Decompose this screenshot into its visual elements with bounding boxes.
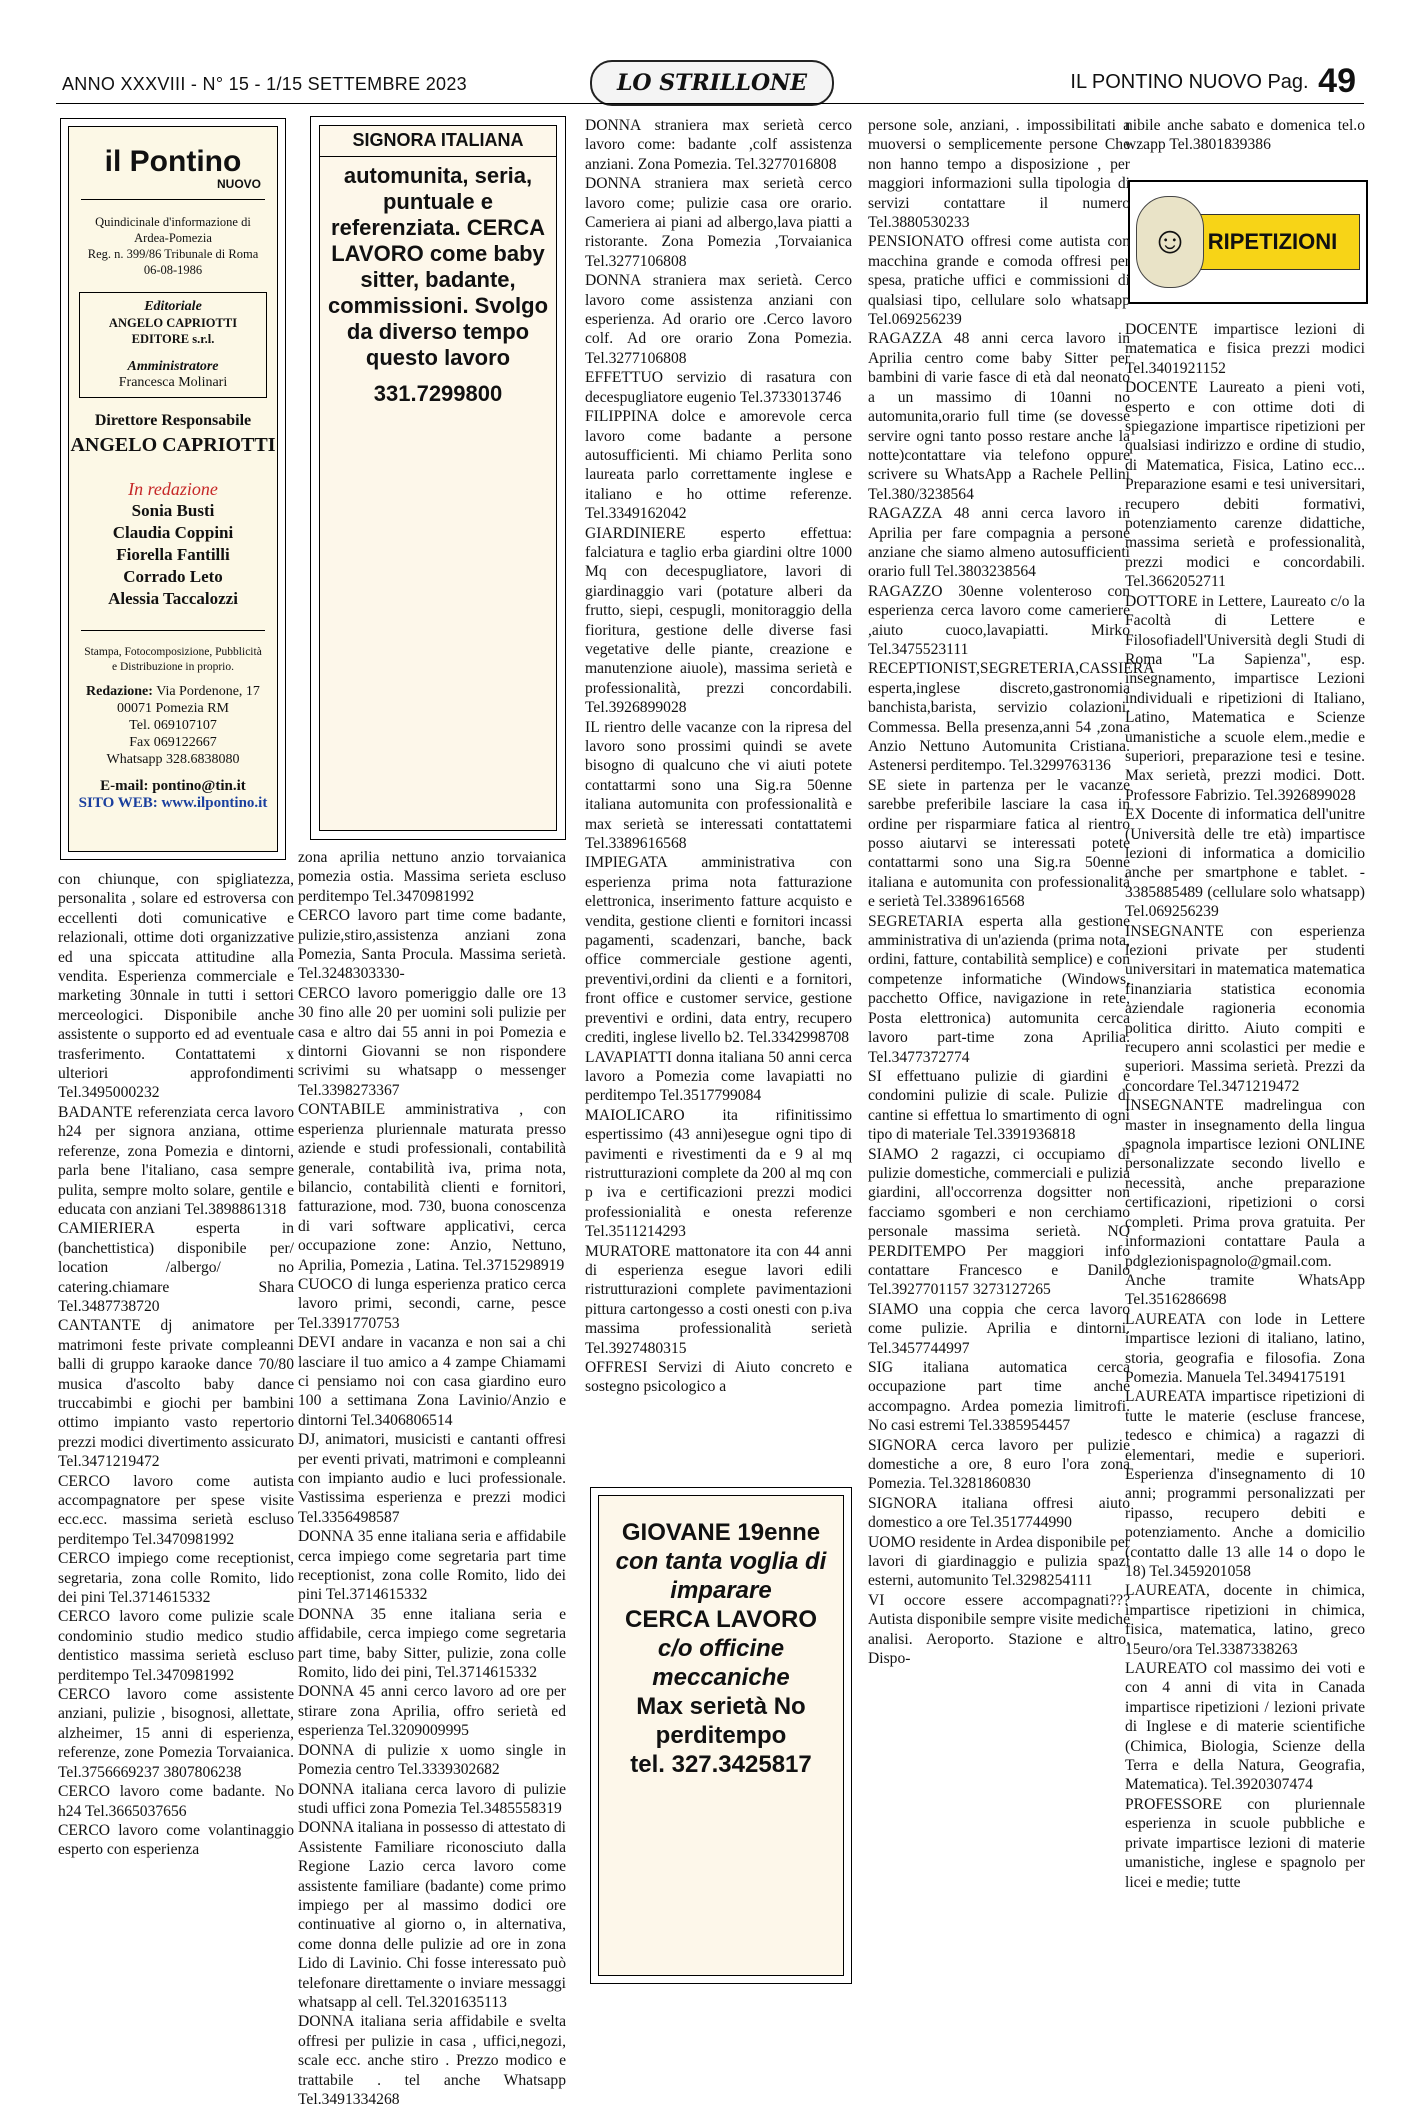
- issue-info: ANNO XXXVIII - N° 15 - 1/15 SETTEMBRE 2023: [62, 74, 467, 94]
- amministratore-name: Francesca Molinari: [118, 375, 228, 390]
- classified-ad: SIGNORA italiana offresi aiuto domestico a ore Tel.3517744990: [868, 1494, 1130, 1532]
- classified-ad: nibile anche sabato e domenica tel.o wzapp Tel.3801839386: [1125, 117, 1365, 154]
- address-street: Via Pordenone, 17: [156, 684, 260, 699]
- classified-ad: CERCO lavoro part time come badante, pulizie,stiro,assistenza anziani zona Pomezia, Santa Procula. Massima serietà. Tel.3248303330-: [298, 907, 566, 983]
- classified-ad: IMPIEGATA amministrativa con esperienza prima nota fatturazione elettronica, inserimento fatture acquisto e vendita, gestione clienti e fornitori incassi pagamenti, scadenzari, banche, back office commerciale gestione agenti, preventivi,ordini da clienti e a fornitori, front office e customer service, gestione preventivi e ordini, data entry, recupero crediti, inglese livello b2. Tel.3342998708: [585, 854, 852, 1047]
- redazione-address-label: Redazione:: [86, 684, 153, 699]
- classified-ad: INSEGNANTE con esperienza lezioni private per studenti universitari in matematica matematica finanziaria statistica economia aziendale ragioneria economia politica diritto. Aiuto compiti e recupero anni scolastici per medie e superiori. Massima serietà. Prezzi da concordare Tel.3471219472: [1125, 922, 1365, 1095]
- classified-ad: PROFESSORE con pluriennale esperienza in scuole pubbliche e private impartisce lezioni di materie umanistiche, inglese e spagnolo per licei e medie; tutte: [1125, 1795, 1365, 1891]
- classified-ad: INSEGNANTE madrelingua con master in insegnamento della lingua spagnola impartisce lezioni ONLINE personalizzate secondo livello e necessità, anche preparazione certificazioni, ripetizioni o corsi completi. Prima prova gratuita. Per informazioni contattare Paula a pdglezionispagnolo@gmail.com. Anche tramite WhatsApp Tel.3516286698: [1125, 1097, 1365, 1309]
- classified-ad: LAUREATA, docente in chimica, impartisce ripetizioni in chimica, fisica, matematica, latino, greco 15euro/ora Tel.3387338263: [1125, 1582, 1365, 1658]
- classified-ad: MAIOLICARO ita rifinitissimo espertissimo (43 anni)esegue ogni tipo di pavimenti e rivestimenti da e 9 al mq ristrutturazioni complete da 200 al mq con p iva e certificazioni prezzi modici professionialità e onesta referenze Tel.3511214293: [585, 1106, 852, 1241]
- giovane-line-1: GIOVANE 19enne: [621, 1519, 821, 1546]
- classified-ad: CERCO lavoro come assistente anziani, pulizie , bisognosi, allettate, alzheimer, 15 anni di esperienza, referenze, zone Pomezia Torvaianica. Tel.3756669237 3807806238: [58, 1686, 294, 1781]
- classified-ad: DONNA straniera max serietà cerco lavoro come; pulizie casa ore orario. Cameriera ai piani ad albergo,lava piatti a ristorante. Zona Pomezia ,Torvaianica Tel.3277106808: [585, 175, 852, 270]
- classified-ad: CERCO lavoro come pulizie scale condominio studio medico studio dentistico massima serietà escluso perditempo Tel.3470981992: [58, 1608, 294, 1684]
- amministratore-label: Amministratore: [127, 359, 219, 374]
- email-address: E-mail: pontino@tin.it: [100, 778, 246, 794]
- classified-ad: SIAMO 2 ragazzi, ci occupiamo di pulizie domestiche, commerciali e pulizia giardini, all'occorrenza dogsitter non facciamo sgomberi e non cerchiamo personale massima serietà. NO PERDITEMPO Per maggiori info contattare Francesco e Danilo Tel.3927701157 3273127265: [868, 1145, 1130, 1299]
- classified-ad: zona aprilia nettuno anzio torvaianica pomezia ostia. Massima serieta escluso perditempo Tel.3470981992: [298, 849, 566, 905]
- classified-ad: DONNA 35 enne italiana seria e affidabile, cerca impiego come segretaria part time, baby Sitter, pulizie, zona colle Romito, lido dei pini, Tel.3714615332: [298, 1605, 566, 1682]
- editor-name: ANGELO CAPRIOTTI EDITORE s.r.l.: [108, 316, 238, 346]
- classified-ad: SIAMO una coppia che cerca lavoro come pulizie. Aprilia e dintorni. Tel.3457744997: [868, 1300, 1130, 1357]
- ripetizioni-banner: [1128, 180, 1368, 304]
- giovane-phone: tel. 327.3425817: [630, 1751, 812, 1778]
- classified-ad: DONNA italiana cerca lavoro di pulizie studi uffici zona Pomezia Tel.3485558319: [298, 1780, 566, 1817]
- signora-ad-box: [310, 116, 566, 840]
- classified-ad: DONNA di pulizie x uomo single in Pomezia centro Tel.3339302682: [298, 1741, 566, 1779]
- classified-ad: DOCENTE Laureato a pieni voti, esperto e con ottime doti di spiegazione impartisce ripetizioni per qualsiasi indirizzo e ordine di studio, di Matematica, Fisica, Latino ecc... Preparazione esami e tesi universitari, recupero debiti formativi, potenziamento carenze didattiche, massima serietà e professionalità, prezzi modici e concordabili. Tel.3662052711: [1125, 379, 1365, 591]
- ads-column-5: [1125, 320, 1365, 1985]
- ripetizioni-title: RIPETIZIONI: [1185, 214, 1360, 270]
- header-divider: [56, 103, 1364, 104]
- giovane-line-5: Max serietà No perditempo: [636, 1693, 806, 1749]
- whatsapp-number: Whatsapp 328.6838080: [106, 752, 240, 767]
- classified-ad: EFFETTUO servizio di rasatura con decespugliatore eugenio Tel.3733013746: [585, 369, 852, 406]
- page-info: [1070, 62, 1356, 101]
- giovane-ad-inner: [598, 1495, 844, 1976]
- classified-ad: RAGAZZA 48 anni cerca lavoro in Aprilia per fare compagnia a persone anziane che siamo almeno autosufficienti orario full Tel.3803238564: [868, 505, 1130, 581]
- ads-column-2: [298, 848, 566, 2108]
- direttore-label: Direttore Responsabile: [94, 412, 252, 429]
- classified-ad: RAGAZZO 30enne volenteroso con esperienza cerca lavoro come cameriere ,aiuto cuoco,lavapiatti. Mirko Tel.3475523111: [868, 582, 1130, 658]
- classified-ad: LAUREATA impartisce ripetizioni di tutte le materie (escluse francese, tedesco e chimica) a ragazzi di elementari, medie e superiori. Esperienza d'insegnamento di 10 anni; programmi personalizzati per ripasso, recupero debiti e potenziamento. Anche a domicilio (contatto dalle 13 alle 14 o dopo le 18) Tel.3459201058: [1125, 1388, 1365, 1580]
- website-url: SITO WEB: www.ilpontino.it: [78, 795, 268, 811]
- page-number: 49: [1318, 62, 1356, 100]
- classified-ad: DONNA italiana seria affidabile e svelta offresi per pulizie in casa , uffici,negozi, scale ecc. anche stiro . Prezzo modico e trattabile . tel anche Whatsapp Tel.3491334268: [298, 2013, 566, 2108]
- classified-ad: SIGNORA cerca lavoro per pulizie domestiche a ore, 8 euro l'ora zona Pomezia. Tel.3281860830: [868, 1436, 1130, 1493]
- classified-ad: DJ, animatori, musicisti e cantanti offresi per eventi privati, matrimoni e compleanni con impianto audio e luci professionale. Vastissima esperienza e prezzi modici Tel.3356498587: [298, 1431, 566, 1526]
- masthead-divider: [81, 199, 265, 200]
- stampa-info: Stampa, Fotocomposizione, Pubblicità e Distribuzione in proprio.: [84, 646, 262, 673]
- classified-ad: CERCO lavoro come autista accompagnatore per spese visite ecc.ecc. massima serietà escluso perditempo Tel.3470981992: [58, 1472, 294, 1548]
- classified-ad: CAMIERIERA esperta in (banchettistica) disponibile per/ location /albergo/ no catering.chiamare Shara Tel.3487738720: [58, 1220, 294, 1315]
- classified-ad: CANTANTE dj animatore per matrimoni feste private compleanni balli di gruppo karaoke dance 70/80 musica d'ascolto baby dance truccabimbi e giochi per bambini ottimo impianto vasto repertorio prezzi modici divertimento assicurato Tel.3471219472: [58, 1317, 294, 1471]
- classified-ad: PENSIONATO offresi come autista con macchina grande e comoda offresi per spesa, pratiche uffici e commissioni di qualsiasi tipo, cellulare solo whatsapp Tel.069256239: [868, 233, 1130, 329]
- staff-list: [69, 500, 277, 610]
- classified-ad: CERCO lavoro come volantinaggio esperto con esperienza: [58, 1821, 294, 1859]
- classified-ad: CUOCO di lunga esperienza pratico cerca lavoro primi, secondi, carne, pesce Tel.3391770753: [298, 1275, 566, 1332]
- classified-ad: IL rientro delle vacanze con la ripresa del lavoro sono prossimi quindi se avete bisogno di qualcuno che vi aiuti potete contattarmi sono una Sig.ra 50enne italiana automunita con professionalità e max serietà se interessati contattatemi Tel.3389616568: [585, 718, 852, 853]
- staff-member: Alessia Taccalozzi: [108, 589, 238, 608]
- signora-ad-phone: 331.7299800: [373, 381, 503, 406]
- classified-ad: DOCENTE impartisce lezioni di matematica e fisica prezzi modici Tel.3401921152: [1125, 321, 1365, 377]
- classified-ad: DONNA italiana in possesso di attestato di Assistente Familiare riconosciuto dalla Regione Lazio cerca lavoro come assistente familiare (badante) come primo impiego per al massimo dodici ore continuative al giorno o, in alternativa, come donna delle pulizie ad ore in zona Lido di Lavinio. Chi fosse interessato può telefonare direttamente o inviare messaggi whatsapp al cell. Tel.3201635113: [298, 1819, 566, 2011]
- ads-column-5-top: [1125, 116, 1365, 161]
- cartoon-reader-icon: ☺: [1136, 196, 1204, 288]
- classified-ad: OFFRESI Servizi di Aiuto concreto e sostegno psicologico a: [585, 1359, 852, 1396]
- classified-ad: VI occore essere accompagnati??? Autista disponibile sempre visite mediche analisi. Aeroporto. Stazione e altro. Dispo-: [868, 1591, 1130, 1668]
- classified-ad: DONNA straniera max serietà. Cerco lavoro come assistenza anziani con esperienza. Ad orario ore .Cerco lavoro colf. Ad ore orario Zona Pomezia. Tel.3277106808: [585, 272, 852, 367]
- giovane-ad-box: [590, 1487, 852, 1984]
- masthead-title: il Pontino: [104, 145, 242, 178]
- address-city: 00071 Pomezia RM: [117, 701, 229, 716]
- publication-name: IL PONTINO NUOVO Pag.: [1070, 71, 1309, 93]
- masthead-inner: [68, 126, 278, 852]
- classified-ad: LAUREATO col massimo dei voti e con 4 anni di vita in Canada impartisce ripetizioni / lezioni private di Inglese e di materie scientifiche (Chimica, Biologia, Scienze della Terra e della Natura, Geografia, Matematica). Tel.3920307474: [1125, 1660, 1365, 1794]
- editoriale-label: Editoriale: [144, 299, 202, 314]
- staff-member: Claudia Coppini: [112, 523, 234, 542]
- phone-number: Tel. 069107107: [129, 718, 217, 733]
- publisher-box: [79, 292, 267, 398]
- fax-number: Fax 069122667: [129, 735, 217, 750]
- signora-ad-body: automunita, seria, puntuale e referenziata. CERCA LAVORO come baby sitter, badante, commissioni. Svolgo da diverso tempo questo lavoro: [327, 163, 549, 370]
- classified-ad: DONNA 45 anni cerco lavoro ad ore per stirare zona Aprilia, offro serietà ed esperienza Tel.3209009995: [298, 1683, 566, 1740]
- classified-ad: MURATORE mattonatore ita con 44 anni di esperienza esegue lavori edili ristrutturazioni complete pavimentazioni pittura cartongesso a costi onesti con p.iva massima professionalità serietà Tel.3927480315: [585, 1242, 852, 1357]
- ads-column-3: [585, 116, 852, 1481]
- classified-ad: SI effettuano pulizie di giardini e condomini pulizie di scale. Pulizie di cantine si effettua lo smartimento di ogni tipo di materiale Tel.3391936818: [868, 1067, 1130, 1144]
- classified-ad: BADANTE referenziata cerca lavoro h24 per signora anziana, ottime referenze, zona Pomezia e dintorni, parla bene l'italiano, casa sempre pulita, sempre molto solare, gentile e educata con anziani Tel.3898861318: [58, 1103, 294, 1218]
- classified-ad: SEGRETARIA esperta alla gestione amministrativa di un'azienda (prima nota, ordini, fatture, contabilità semplice) e con competenze informatiche (Windows, pacchetto Office, navigazione in rete, Posta elettronica) automunita cerca lavoro part-time zona Aprilia. Tel.3477372774: [868, 912, 1130, 1066]
- giovane-line-4: c/o officine meccaniche: [652, 1635, 790, 1691]
- masthead-registration: Reg. n. 399/86 Tribunale di Roma: [87, 247, 259, 261]
- classified-ad: RECEPTIONIST,SEGRETERIA,CASSIERA esperta,inglese discreto,gastronomia banchista,barista, servizio colazioni. Commessa. Bella presenza,anni 54 ,zona Anzio Nettuno Automunita Cristiana. Astenersi perditempo. Tel.3299763136: [868, 660, 1155, 775]
- classified-ad: GIARDINIERE esperto effettua: falciatura e taglio erba giardini oltre 1000 Mq con decespugliatore, lavori di giardinaggio vari (potature alberi da frutto, siepi, cespugli, monitoraggio della fioritura, gestione delle diverse fasi vegetative delle piante, creazione e manutenzione aiuole), massima serietà e professionalità, prezzi concordabili. Tel.3926899028: [585, 524, 852, 717]
- masthead-subtitle: NUOVO: [216, 177, 261, 191]
- lo-strillone-logo: LO STRILLONE: [590, 60, 834, 106]
- classified-ad: SE siete in partenza per le vacanze sarebbe preferibile lasciare la casa in ordine per risparmiare fatica al rientro posso aiutarvi se interessati potete contattarmi sono una Sig.ra 50enne italiana e automunita con professionalità e serietà Tel.3389616568: [868, 776, 1130, 911]
- masthead-divider: [81, 630, 265, 631]
- classified-ad: DEVI andare in vacanza e non sai a chi lasciare il tuo amico a 4 zampe Chiamami ci pensiamo noi con casa giardino euro 100 a settimana Zona Lavinio/Anzio e dintorni Tel.3406806514: [298, 1334, 566, 1429]
- classified-ad: DONNA 35 enne italiana seria e affidabile cerca impiego come segretaria part time receptionist, zona colle Romito, lido dei pini Tel.3714615332: [298, 1528, 566, 1604]
- redazione-address: [69, 683, 277, 768]
- masthead-date: 06-08-1986: [143, 263, 203, 277]
- classified-ad: con chiunque, con spigliatezza, personalita , solare ed estroversa con eccellenti doti comunicative e relazionali, ottime doti organizzative ed una spiccata attitudine alla vendita. Esperienza commerciale e marketing 30nnale in tutti i settori merceologici. Disponibile anche assistente o supporto ed ad eventuale trasferimento. Contattatemi x ulteriori approfondimenti Tel.3495000232: [58, 871, 294, 1102]
- direttore-name: ANGELO CAPRIOTTI: [70, 434, 276, 456]
- classified-ad: LAUREATA con lode in Lettere impartisce lezioni di italiano, latino, storia, geografia e filosofia. Zona Pomezia. Manuela Tel.3494175191: [1125, 1310, 1365, 1386]
- signora-ad-inner: [319, 125, 557, 831]
- ads-column-1: [58, 870, 294, 1980]
- classified-ad: CONTABILE amministrativa , con esperienza pluriennale maturata presso aziende e studi professionali, contabilità generale, contabilità iva, prima nota, bilancio, contabilità clienti e fornitori, fatturazione, mod. 730, buona conoscenza di vari software applicativi, cerca occupazione zone: Anzio, Nettuno, Aprilia, Pomezia , Latina. Tel.3715298919: [298, 1101, 566, 1274]
- classified-ad: DONNA straniera max serietà cerco lavoro come: badante ,colf assistenza anziani. Zona Pomezia. Tel.3277016808: [585, 117, 852, 173]
- classified-ad: CERCO lavoro pomeriggio dalle ore 13 30 fino alle 20 per uomini soli pulizie per casa e altro dai 55 anni in poi Pomezia e dintorni Giovanni se non rispondere scrivimi su whatsapp o messenger Tel.3398273367: [298, 984, 566, 1099]
- signora-ad-heading: SIGNORA ITALIANA: [320, 126, 556, 157]
- staff-member: Fiorella Fantilli: [116, 545, 230, 564]
- classified-ad: SIG italiana automatica cerca occupazione part time anche accompagno. Ardea pomezia limitrofi. No casi estremi Tel.3385954457: [868, 1359, 1130, 1435]
- classified-ad: UOMO residente in Ardea disponibile per lavori di giardinaggio e pulizia spazi esterni, automunito Tel.3298254111: [868, 1533, 1131, 1590]
- masthead-box: [60, 118, 286, 860]
- classified-ad: persone sole, anziani, . impossibilitati a muoversi o semplicemente persone Che non hanno tempo a disposizione , per maggiori informazioni sulla tipologia di servizi contattare il numero Tel.3880530233: [868, 117, 1130, 232]
- giovane-line-3: CERCA LAVORO: [625, 1606, 817, 1633]
- classified-ad: RAGAZZA 48 anni cerca lavoro in Aprilia centro come baby Sitter per bambini di varie fasce di età dal neonato a un massimo di 10anni no automunita,orario full time (se dovesse servire ogni tanto posso restare anche la notte)contattare via telefono oppure scrivere su WhatsApp a Rachele Pellini Tel.380/3238564: [868, 330, 1130, 503]
- redazione-label: In redazione: [128, 479, 218, 499]
- staff-member: Corrado Leto: [123, 567, 223, 586]
- classified-ad: CERCO lavoro come badante. No h24 Tel.3665037656: [58, 1783, 294, 1820]
- giovane-line-2: con tanta voglia di imparare: [615, 1548, 827, 1604]
- ads-column-4: [868, 116, 1155, 1983]
- classified-ad: FILIPPINA dolce e amorevole cerca lavoro come badante a persone autosufficienti. Mi chiamo Perlita sono laureata parlo correttamente inglese e italiano e ho ottime referenze. Tel.3349162042: [585, 408, 852, 523]
- classified-ad: CERCO impiego come receptionist, segretaria, zona colle Romito, lido dei pini Tel.3714615332: [58, 1550, 294, 1607]
- classified-ad: LAVAPIATTI donna italiana 50 anni cerca lavoro a Pomezia come lavapiatti no perditempo Tel.3517799084: [585, 1048, 852, 1105]
- staff-member: Sonia Busti: [131, 501, 215, 520]
- masthead-info: Quindicinale d'informazione di Ardea-Pomezia: [95, 215, 251, 245]
- classified-ad: DOTTORE in Lettere, Laureato c/o la Facoltà di Lettere e Filosofiadell'Università degli Studi di Roma "La Sapienza", esp. insegnamento, impartisce Lezioni individuali e ripetizioni di Italiano, Latino, Matematica e Scienze umanistiche a scuole elem.,medie e superiori, preparazione tesi e tesine. Max serietà, prezzi modici. Dott. Professore Fabrizio. Tel.3926899028: [1125, 592, 1365, 804]
- classified-ad: EX Docente di informatica dell'unitre (Università delle tre età) impartisce lezioni di informatica a domicilio anche per smartphone e tablet. - 3385885489 (cellulare solo whatsapp) Tel.069256239: [1125, 806, 1365, 921]
